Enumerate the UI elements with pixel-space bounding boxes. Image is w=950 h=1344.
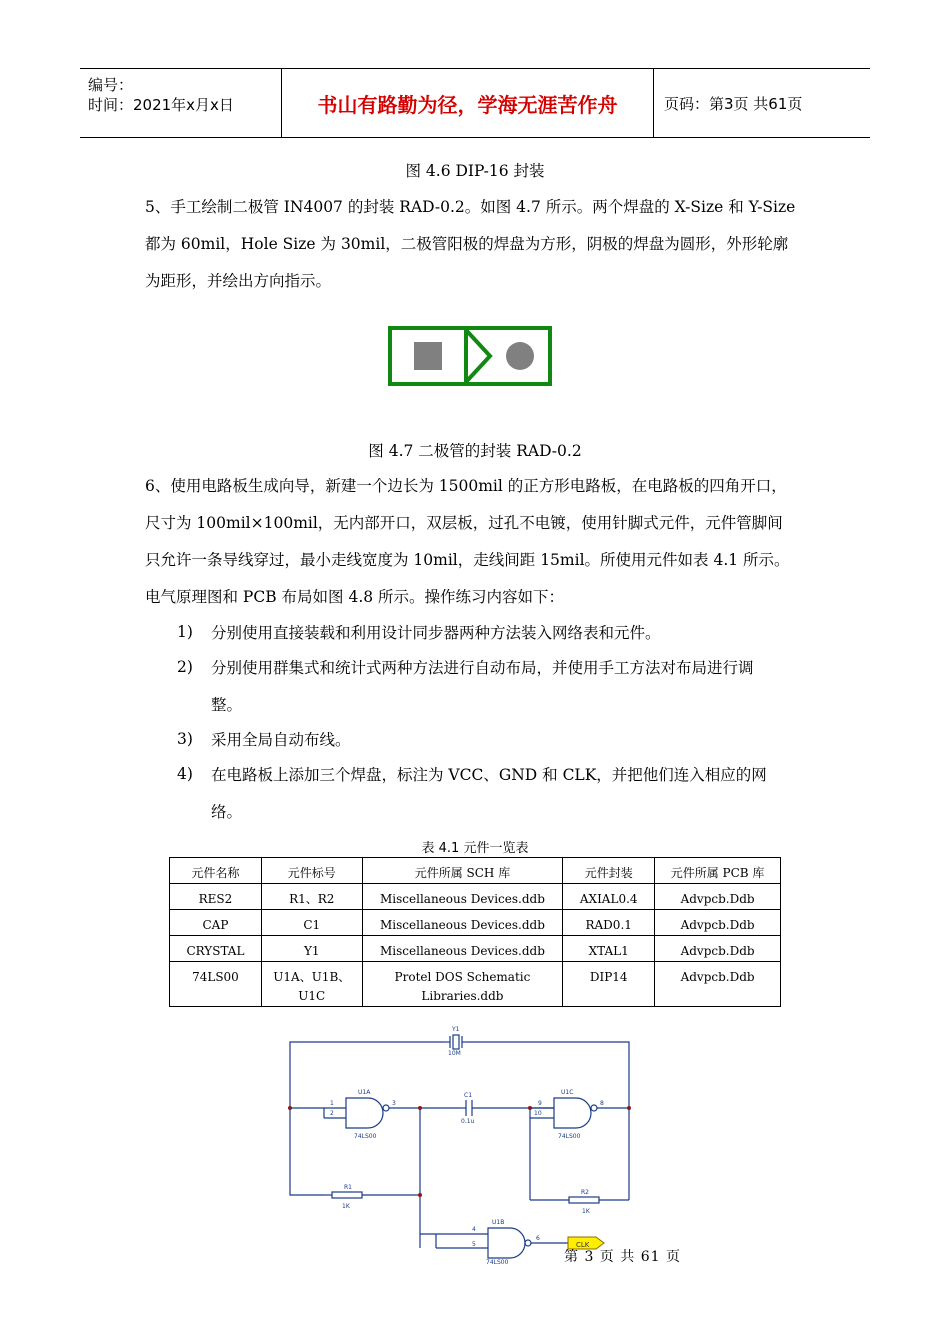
- p5-line3: 为距形，并绘出方向指示。: [145, 272, 332, 290]
- r1-value: 1K: [342, 1203, 350, 1210]
- table-row: [170, 910, 781, 936]
- u1a-pin3: 3: [392, 1100, 396, 1107]
- table-cell: CRYSTAL: [170, 936, 262, 962]
- u1c-part: 74LS00: [558, 1133, 581, 1140]
- table-cell: Miscellaneous Devices.ddb: [362, 884, 563, 910]
- p6-line3: 只允许一条导线穿过，最小走线宽度为 10mil，走线间距 15mil。所使用元件如表 4.1 所示。: [145, 551, 790, 569]
- table-cell: Advpcb.Ddb: [655, 936, 781, 962]
- table-header-cell: 元件标号: [261, 858, 362, 884]
- table-cell: Y1: [261, 936, 362, 962]
- schematic-diagram: [284, 1022, 634, 1266]
- r1-body: [332, 1192, 362, 1198]
- table-header-row: [170, 858, 781, 884]
- header-motto-cell: [281, 69, 654, 137]
- table-header-cell: 元件所属 SCH 库: [362, 858, 563, 884]
- u1a-pin1: 1: [330, 1100, 334, 1107]
- fig46-caption: 图 4.6 DIP-16 封装: [405, 162, 545, 180]
- anode-square-pad: [414, 342, 442, 370]
- wire-left-vertical: [290, 1108, 324, 1195]
- list-item-4-num: 4): [177, 765, 193, 783]
- header-page-info: 页码：第3页 共61页: [664, 94, 803, 113]
- junction-dot: [627, 1106, 631, 1110]
- u1b-bubble: [525, 1240, 531, 1246]
- y1-crystal: [453, 1035, 459, 1049]
- table-cell: RES2: [170, 884, 262, 910]
- list-item-1-text: 分别使用直接装载和利用设计同步器两种方法装入网络表和元件。: [211, 624, 661, 642]
- table-cell: CAP: [170, 910, 262, 936]
- list-item-2-text: 分别使用群集式和统计式两种方法进行自动布局，并使用手工方法对布局进行调: [211, 659, 754, 677]
- c1-value: 0.1u: [461, 1118, 475, 1125]
- table-cell: Advpcb.Ddb: [655, 910, 781, 936]
- header-time-label: 时间：2021年x月x日: [88, 96, 234, 114]
- table-cell: 74LS00: [170, 962, 262, 1007]
- table-cell: XTAL1: [563, 936, 655, 962]
- junction-dot: [418, 1193, 422, 1197]
- r2-value: 1K: [582, 1208, 590, 1215]
- p6-line4: 电气原理图和 PCB 布局如图 4.8 所示。操作练习内容如下：: [145, 588, 565, 606]
- table-header-cell: 元件封装: [563, 858, 655, 884]
- list-item-2-cont: 整。: [211, 696, 243, 714]
- diode-footprint-figure: [388, 326, 554, 388]
- list-item-3-num: 3): [177, 730, 193, 748]
- junction-dot: [528, 1106, 532, 1110]
- u1c-pin10: 10: [534, 1110, 542, 1117]
- u1b-part: 74LS00: [486, 1259, 509, 1266]
- u1a-gate: [346, 1098, 383, 1128]
- junction-dot: [288, 1106, 292, 1110]
- u1b-gate: [488, 1228, 525, 1258]
- r1-label: R1: [344, 1184, 352, 1191]
- table-cell: Protel DOS Schematic Libraries.ddb: [362, 962, 563, 1007]
- table-cell: Advpcb.Ddb: [655, 884, 781, 910]
- junction-dot: [418, 1106, 422, 1110]
- list-item-2-num: 2): [177, 658, 193, 676]
- table-cell: R1、R2: [261, 884, 362, 910]
- table-row: [170, 884, 781, 910]
- list-item-1-num: 1): [177, 623, 193, 641]
- u1a-label: U1A: [358, 1089, 371, 1096]
- p5-line2: 都为 60mil，Hole Size 为 30mil，二极管阳极的焊盘为方形，阴极的焊盘为圆形，外形轮廓: [145, 235, 789, 253]
- header-meta: [80, 69, 281, 137]
- page-header: [80, 68, 870, 138]
- table-cell: C1: [261, 910, 362, 936]
- page-footer: 第 3 页 共 61 页: [564, 1249, 681, 1265]
- r2-label: R2: [581, 1189, 589, 1196]
- u1c-label: U1C: [561, 1089, 574, 1096]
- table-cell: AXIAL0.4: [563, 884, 655, 910]
- u1c-pin8: 8: [600, 1100, 604, 1107]
- c1-label: C1: [464, 1092, 473, 1099]
- direction-arrow: [466, 330, 490, 382]
- table-cell: U1A、U1B、U1C: [261, 962, 362, 1007]
- u1c-pin9: 9: [538, 1100, 542, 1107]
- table-cell: RAD0.1: [563, 910, 655, 936]
- u1b-pin5: 5: [472, 1241, 476, 1248]
- component-table: [169, 857, 781, 1007]
- list-item-3-text: 采用全局自动布线。: [211, 731, 351, 749]
- list-item-4-cont: 络。: [211, 803, 243, 821]
- table-header-cell: 元件所属 PCB 库: [655, 858, 781, 884]
- u1c-bubble: [591, 1105, 597, 1111]
- y1-label: Y1: [452, 1026, 460, 1033]
- table-cell: Miscellaneous Devices.ddb: [362, 910, 563, 936]
- header-motto: 书山有路勤为径，学海无涯苦作舟: [317, 92, 618, 117]
- header-number-label: 编号：: [88, 76, 134, 94]
- wire-top-right: [468, 1042, 629, 1108]
- u1b-pin6: 6: [536, 1235, 540, 1242]
- u1a-pin2: 2: [330, 1110, 334, 1117]
- cathode-round-pad: [506, 342, 534, 370]
- u1b-label: U1B: [492, 1219, 505, 1226]
- y1-value: 10M: [448, 1050, 461, 1057]
- list-item-4-text: 在电路板上添加三个焊盘，标注为 VCC、GND 和 CLK，并把他们连入相应的网: [211, 766, 767, 784]
- u1a-part: 74LS00: [354, 1133, 377, 1140]
- p6-line1: 6、使用电路板生成向导，新建一个边长为 1500mil 的正方形电路板，在电路板的四角开口，: [145, 477, 787, 495]
- r2-body: [569, 1197, 599, 1203]
- table-header-cell: 元件名称: [170, 858, 262, 884]
- table-cell: Advpcb.Ddb: [655, 962, 781, 1007]
- u1c-gate: [554, 1098, 591, 1128]
- table-row: [170, 962, 781, 1007]
- table-cell: Miscellaneous Devices.ddb: [362, 936, 563, 962]
- table-caption: 表 4.1 元件一览表: [421, 841, 529, 856]
- clk-port-label: CLK: [576, 1241, 590, 1249]
- table-cell: DIP14: [563, 962, 655, 1007]
- u1b-pin4: 4: [472, 1226, 476, 1233]
- u1a-bubble: [383, 1105, 389, 1111]
- table-row: [170, 936, 781, 962]
- p5-line1: 5、手工绘制二极管 IN4007 的封装 RAD-0.2。如图 4.7 所示。两个焊盘的 X-Size 和 Y-Size: [145, 198, 796, 216]
- p6-line2: 尺寸为 100mil×100mil，无内部开口，双层板，过孔不电镀，使用针脚式元件，元件管脚间: [145, 514, 783, 532]
- fig47-caption: 图 4.7 二极管的封装 RAD-0.2: [368, 442, 582, 460]
